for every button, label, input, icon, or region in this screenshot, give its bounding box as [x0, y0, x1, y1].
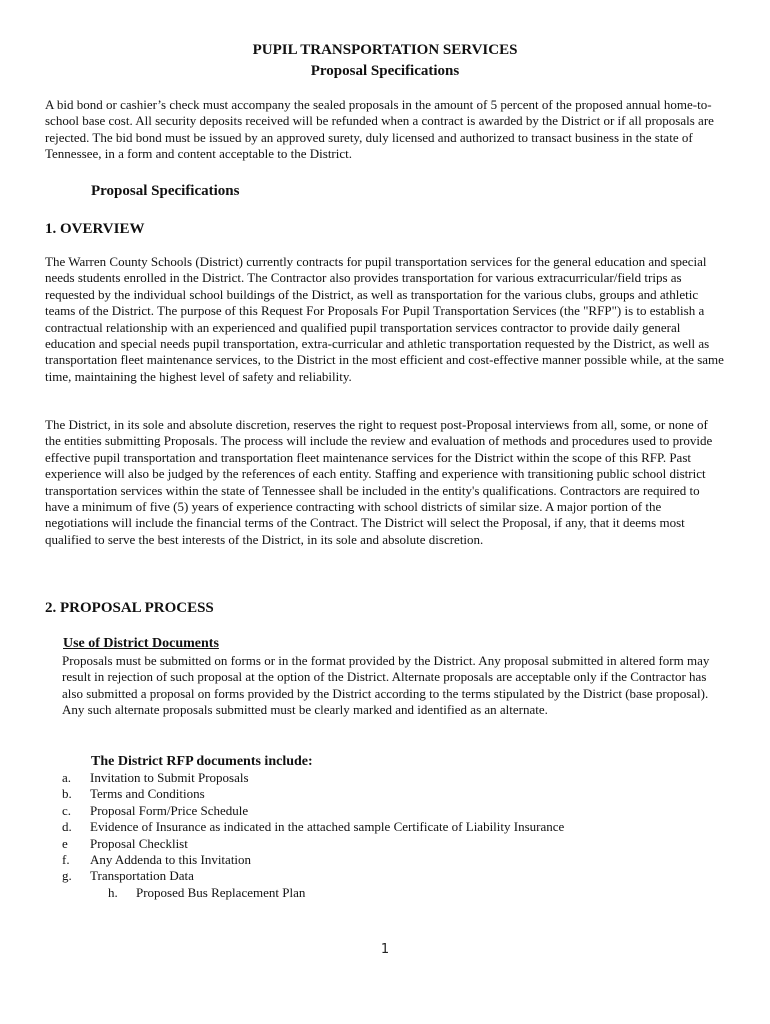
list-item — [62, 819, 564, 835]
list-item — [62, 868, 564, 884]
list-item-text: Proposal Form/Price Schedule — [90, 802, 249, 818]
list-item — [62, 852, 564, 868]
list-item-text: Proposed Bus Replacement Plan — [136, 885, 306, 900]
page-number: 1 — [380, 942, 390, 957]
use-of-district-documents-paragraph: Proposals must be submitted on forms or in the format provided by the District. Any proposal submitted in altered form may result in rejection of such proposal at the option of the District. Alternate proposals are acceptable only if the Contractor has also submitted a proposal on forms provided by the District according to the terms stipulated by the District (base proposal). Any such alternate proposals submitted must be clearly marked and identified as an alternate. — [62, 653, 710, 718]
list-marker: g. — [62, 868, 72, 884]
document-title: PUPIL TRANSPORTATION SERVICES — [252, 42, 518, 58]
list-marker: c. — [62, 802, 72, 818]
use-of-district-documents-heading: Use of District Documents — [63, 636, 219, 651]
overview-heading: 1. OVERVIEW — [45, 221, 145, 237]
list-marker: d. — [62, 819, 72, 835]
list-item — [62, 836, 564, 852]
rfp-documents-heading: The District RFP documents include: — [91, 754, 313, 769]
list-marker: e — [62, 835, 68, 851]
list-item-text: Invitation to Submit Proposals — [90, 770, 249, 785]
rfp-documents-list — [62, 770, 564, 885]
proposal-process-heading: 2. PROPOSAL PROCESS — [45, 600, 214, 616]
overview-paragraph-1: The Warren County Schools (District) currently contracts for pupil transportation services for the general education and special needs students enrolled in the District. The Contractor also provides transportation for various extracurricular/field trips as requested by the individual school buildings of the District, as well as transportation for the various clubs, groups and athletic teams of the District. The purpose of this Request For Proposals For Pupil Transportation Services (the "RFP") is to establish a contractual relationship with an experienced and qualified pupil transportation services contractor to provide daily general education and special needs pupil transportation, extra-curricular and athletic transportation requested by the District, as well as transportation fleet maintenance services, to the District in the most efficient and cost-effective manner possible while, at the same time, maintaining the highest level of safety and reliability. — [45, 254, 724, 384]
intro-paragraph: A bid bond or cashier’s check must accompany the sealed proposals in the amount of 5 percent of the proposed annual home-to-school base cost. All security deposits received will be refunded when a contract is awarded by the District or if all proposals are rejected. The bid bond must be issued by an approved surety, duly licensed and authorized to transact business in the state of Tennessee, in a form and content acceptable to the District. — [45, 97, 714, 162]
list-item-text: Proposal Checklist — [90, 835, 188, 851]
list-item-text: Evidence of Insurance as indicated in the attached sample Certificate of Liability Insurance — [90, 819, 565, 835]
list-marker: h. — [108, 885, 118, 900]
list-item — [62, 803, 564, 819]
list-item-text: Terms and Conditions — [90, 786, 205, 802]
proposal-specifications-heading: Proposal Specifications — [91, 183, 240, 199]
list-item-text: Transportation Data — [90, 868, 194, 884]
list-marker: f. — [62, 852, 70, 868]
list-item — [108, 885, 305, 901]
list-marker: a. — [62, 770, 72, 785]
list-item-text: Any Addenda to this Invitation — [90, 852, 252, 868]
document-subtitle: Proposal Specifications — [310, 63, 460, 79]
list-item — [62, 770, 564, 786]
overview-paragraph-2: The District, in its sole and absolute discretion, reserves the right to request post-Proposal interviews from all, some, or none of the entities submitting Proposals. The process will include the review and evaluation of methods and procedures used to provide effective pupil transportation and transportation fleet maintenance services for the District within the scope of this RFP. Past experience will also be judged by the references of each entity. Staffing and experience with transitioning public school district transportation services within the state of Tennessee shall be included in the entity's qualifications. Contractors are required to have a minimum of five (5) years of experience contracting with school districts of similar size. A major portion of the negotiations will include the financial terms of the Contract. The District will select the Proposal, if any, that it deems most qualified to serve the best interests of the District, in its sole and absolute discretion. — [45, 417, 713, 547]
list-marker: b. — [62, 786, 72, 802]
list-item — [62, 786, 564, 802]
